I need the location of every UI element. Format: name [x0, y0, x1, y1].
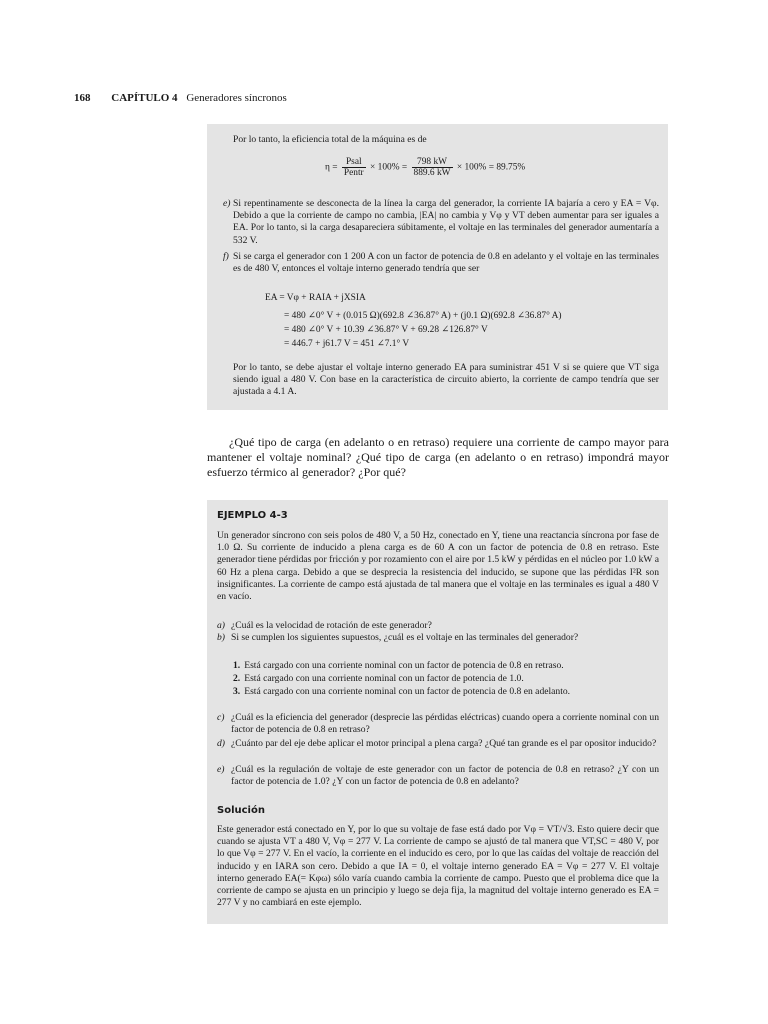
assumption-1 [233, 660, 564, 671]
chapter-title: Generadores síncronos [186, 92, 287, 104]
solution-continuation-box [207, 124, 668, 410]
question-a-label: a) [217, 620, 225, 631]
solution-title: Solución [217, 805, 265, 816]
eff-mid: × 100% = [370, 162, 408, 173]
equation-line-3: = 480 ∠0° V + 10.39 ∠36.87° V + 69.28 ∠126.87° V [284, 325, 488, 335]
item-e-label: e) [223, 198, 231, 209]
question-a-text: ¿Cuál es la velocidad de rotación de este generador? [231, 620, 432, 631]
assumption-3-text: Está cargado con una corriente nominal con un factor de potencia de 0.8 en adelanto. [244, 686, 571, 697]
question-b-text: Si se cumplen los siguientes supuestos, ¿cuál es el voltaje en las terminales del generador? [231, 632, 579, 643]
question-c-text: ¿Cuál es la eficiencia del generador (desprecie las pérdidas eléctricas) cuando opera a corriente nominal con un factor de potencia de 0.8 en retraso? [231, 712, 659, 736]
eff-den-1: Pentr [343, 168, 364, 178]
assumption-2 [233, 673, 524, 684]
item-f-text: Si se carga el generador con 1 200 A con un factor de potencia de 0.8 en adelanto y el voltaje en las terminales es de 480 V, entonces el voltaje interno generado tendría que ser [233, 251, 659, 275]
box1-conclusion: Por lo tanto, se debe ajustar el voltaje interno generado EA para suministrar 451 V si se quiere que VT siga siendo igual a 480 V. Con base en la característica de circuito abierto, la corriente de campo tendría que ser ajustada a 4.1 A. [233, 362, 659, 398]
eff-num-2: 798 kW [412, 157, 453, 168]
chapter-label: CAPÍTULO 4 [111, 92, 178, 104]
efficiency-intro: Por lo tanto, la eficiencia total de la máquina es de [233, 134, 427, 145]
equation-line-4: = 446.7 + j61.7 V = 451 ∠7.1° V [284, 339, 410, 349]
question-e-label: e) [217, 764, 225, 775]
eff-fraction-1 [342, 157, 366, 178]
solution-text: Este generador está conectado en Y, por lo que su voltaje de fase está dado por Vφ = VT/√3. Esto quiere decir que cuando se ajusta VT a 480 V, Vφ = 277 V. La corriente de campo se ajustó de tal manera que VT,SC = 480 V, por lo que Vφ = 277 V. En el vacío, la corriente en el inducido es cero, por lo que las caídas del voltaje de reacción del inducido y en IARA son cero. Debido a que IA = 0, el voltaje interno generado EA = Vφ = 277 V. El voltaje interno generado EA(= Kφω) sólo varía cuando cambia la corriente de campo. Puesto que el problema dice que la corriente de campo se ajusta en un principio y luego se deja fija, la magnitud del voltaje interno generado es EA = 277 V y no cambiará en este ejemplo. [217, 824, 659, 909]
eff-lhs: η = [325, 162, 338, 173]
question-paragraph: ¿Qué tipo de carga (en adelanto o en retraso) requiere una corriente de campo mayor para mantener el voltaje nominal? ¿Qué tipo de carga (en adelanto o en retraso) impondrá mayor esfuerzo térmico al generador? ¿Por qué? [207, 435, 669, 480]
assumption-3 [233, 686, 570, 697]
question-d-text: ¿Cuánto par del eje debe aplicar el motor principal a plena carga? ¿Qué tan grande es el par opositor inducido? [231, 738, 657, 749]
equation-line-1: EA = Vφ + RAIA + jXSIA [265, 293, 366, 303]
assumption-1-num: 1. [233, 660, 241, 671]
eff-fraction-2 [412, 157, 453, 178]
item-f-label: f) [223, 251, 229, 262]
item-e-text: Si repentinamente se desconecta de la línea la carga del generador, la corriente IA bajaría a cero y EA = Vφ. Debido a que la corriente de campo no cambia, |EA| no cambia y Vφ y VT deben aumentar para ser iguales a EA. Por lo tanto, si la carga desapareciera súbitamente, el voltaje en las terminales del generador aumentaría a 532 V. [233, 198, 659, 246]
page-number: 168 [74, 92, 91, 104]
example-box [207, 500, 668, 924]
question-b-label: b) [217, 632, 225, 643]
example-title: EJEMPLO 4-3 [217, 510, 288, 521]
page-header [74, 92, 287, 104]
question-c-label: c) [217, 712, 225, 723]
equation-line-2: = 480 ∠0° V + (0.015 Ω)(692.8 ∠36.87° A) + (j0.1 Ω)(692.8 ∠36.87° A) [284, 311, 562, 321]
assumption-3-num: 3. [233, 686, 241, 697]
question-e-text: ¿Cuál es la regulación de voltaje de este generador con un factor de potencia de 0.8 en retraso? ¿Y con un factor de potencia de 1.0? ¿Y con un factor de potencia de 0.8 en adelanto? [231, 764, 659, 788]
question-d-label: d) [217, 738, 225, 749]
efficiency-equation [325, 157, 525, 178]
assumption-2-text: Está cargado con una corriente nominal con un factor de potencia de 1.0. [244, 673, 524, 684]
assumption-1-text: Está cargado con una corriente nominal con un factor de potencia de 0.8 en retraso. [244, 660, 564, 671]
assumption-2-num: 2. [233, 673, 241, 684]
eff-den-2: 889.6 kW [413, 168, 451, 178]
eff-num-1: Psal [342, 157, 366, 168]
eff-end: × 100% = 89.75% [456, 162, 526, 173]
example-statement: Un generador síncrono con seis polos de 480 V, a 50 Hz, conectado en Y, tiene una reactancia síncrona por fase de 1.0 Ω. Su corriente de inducido a plena carga es de 60 A con un factor de potencia de 0.8 en retraso. Este generador tiene pérdidas por fricción y por rozamiento con el aire por 1.5 kW y pérdidas en el núcleo por 1.0 kW a 60 Hz a plena carga. Debido a que se desprecia la resistencia del inducido, se supone que las pérdidas I²R son insignificantes. La corriente de campo está ajustada de tal manera que el voltaje en las terminales es igual a 480 V en vacío. [217, 530, 659, 603]
